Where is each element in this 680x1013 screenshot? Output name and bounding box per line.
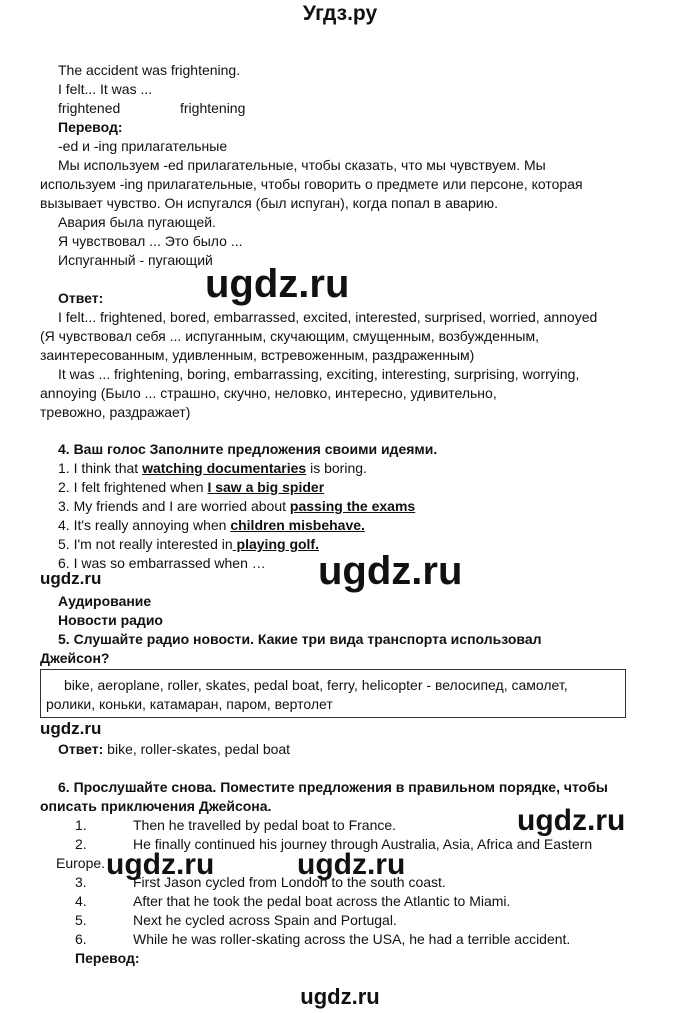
exercise-title: 5. Слушайте радио новости. Какие три вида транспорта использовал <box>58 631 542 647</box>
item-number: 6. <box>75 931 87 947</box>
exercise-title: Джейсон? <box>40 650 110 666</box>
list-item: He finally continued his journey through Australia, Asia, Africa and Eastern <box>133 836 593 852</box>
list-item: Europe. <box>56 855 106 871</box>
exercise-title: описать приключения Джейсона. <box>40 798 272 814</box>
text-line: I felt... frightened, bored, embarrassed, excited, interested, surprised, worried, annoyed <box>58 309 598 325</box>
item-number: 2. <box>75 836 87 852</box>
translation-label: Перевод: <box>58 119 123 135</box>
list-item: 6. I was so embarrassed when … <box>58 555 266 571</box>
text-line: -ed и -ing прилагательные <box>58 138 228 154</box>
watermark: ugdz.ru <box>297 848 406 881</box>
section-title: Новости радио <box>58 612 163 628</box>
text-line: bike, aeroplane, roller, skates, pedal boat, ferry, helicopter - велосипед, самолет, <box>64 677 568 693</box>
translation-label: Перевод: <box>75 950 140 966</box>
text-line: frightened <box>58 100 121 116</box>
text-line: ролики, коньки, катамаран, паром, вертолет <box>46 696 333 712</box>
text-line: Испуганный - пугающий <box>58 252 213 268</box>
watermark: ugdz.ru <box>205 262 350 306</box>
list-item: 1. I think that watching documentaries is boring. <box>58 460 367 476</box>
answer-label: Ответ: <box>58 290 104 306</box>
vocabulary-box <box>40 669 626 718</box>
text-line: It was ... frightening, boring, embarrassing, exciting, interesting, surprising, worrying, <box>58 366 580 382</box>
list-item: Next he cycled across Spain and Portugal. <box>133 912 397 928</box>
text-line: I felt... It was ... <box>58 81 153 97</box>
text-line: Я чувствовал ... Это было ... <box>58 233 243 249</box>
watermark: ugdz.ru <box>318 549 463 593</box>
exercise-title: 6. Прослушайте снова. Поместите предложения в правильном порядке, чтобы <box>58 779 608 795</box>
exercise-title: 4. Ваш голос Заполните предложения своими идеями. <box>58 441 438 457</box>
text-line: (Я чувствовал себя ... испуганным, скучающим, смущенным, возбужденным, <box>40 328 539 344</box>
list-item: While he was roller-skating across the USA, he had a terrible accident. <box>133 931 571 947</box>
item-number: 1. <box>75 817 87 833</box>
watermark: ugdz.ru <box>40 569 102 588</box>
list-item: 2. I felt frightened when I saw a big spider <box>58 479 325 495</box>
section-title: Аудирование <box>58 593 152 609</box>
list-item: First Jason cycled from London to the south coast. <box>133 874 446 890</box>
list-item: 4. It's really annoying when children misbehave. <box>58 517 365 533</box>
watermark: ugdz.ru <box>106 848 215 881</box>
watermark: ugdz.ru <box>517 804 626 837</box>
footer-watermark: ugdz.ru <box>300 984 380 1009</box>
text-line: используем -ing прилагательные, чтобы говорить о предмете или персоне, которая <box>40 176 583 192</box>
site-header: Угдз.ру <box>302 2 378 25</box>
text-line: тревожно, раздражает) <box>40 404 191 420</box>
list-item: After that he took the pedal boat across the Atlantic to Miami. <box>133 893 511 909</box>
list-item: Then he travelled by pedal boat to France. <box>133 817 397 833</box>
item-number: 5. <box>75 912 87 928</box>
answer-line: Ответ: bike, roller-skates, pedal boat <box>58 741 291 757</box>
text-line: Авария была пугающей. <box>58 214 216 230</box>
text-line: заинтересованным, удивленным, встревоженным, раздраженным) <box>40 347 475 363</box>
text-line: Мы используем -ed прилагательные, чтобы сказать, что мы чувствуем. Мы <box>58 157 546 173</box>
item-number: 4. <box>75 893 87 909</box>
text-line: frightening <box>180 100 246 116</box>
item-number: 3. <box>75 874 87 890</box>
text-line: The accident was frightening. <box>58 62 241 78</box>
list-item: 3. My friends and I are worried about passing the exams <box>58 498 416 514</box>
list-item: 5. I'm not really interested in playing golf. <box>58 536 319 552</box>
text-line: вызывает чувство. Он испугался (был испуган), когда попал в аварию. <box>40 195 498 211</box>
watermark: ugdz.ru <box>40 719 102 738</box>
text-line: annoying (Было ... страшно, скучно, неловко, интересно, удивительно, <box>40 385 497 401</box>
